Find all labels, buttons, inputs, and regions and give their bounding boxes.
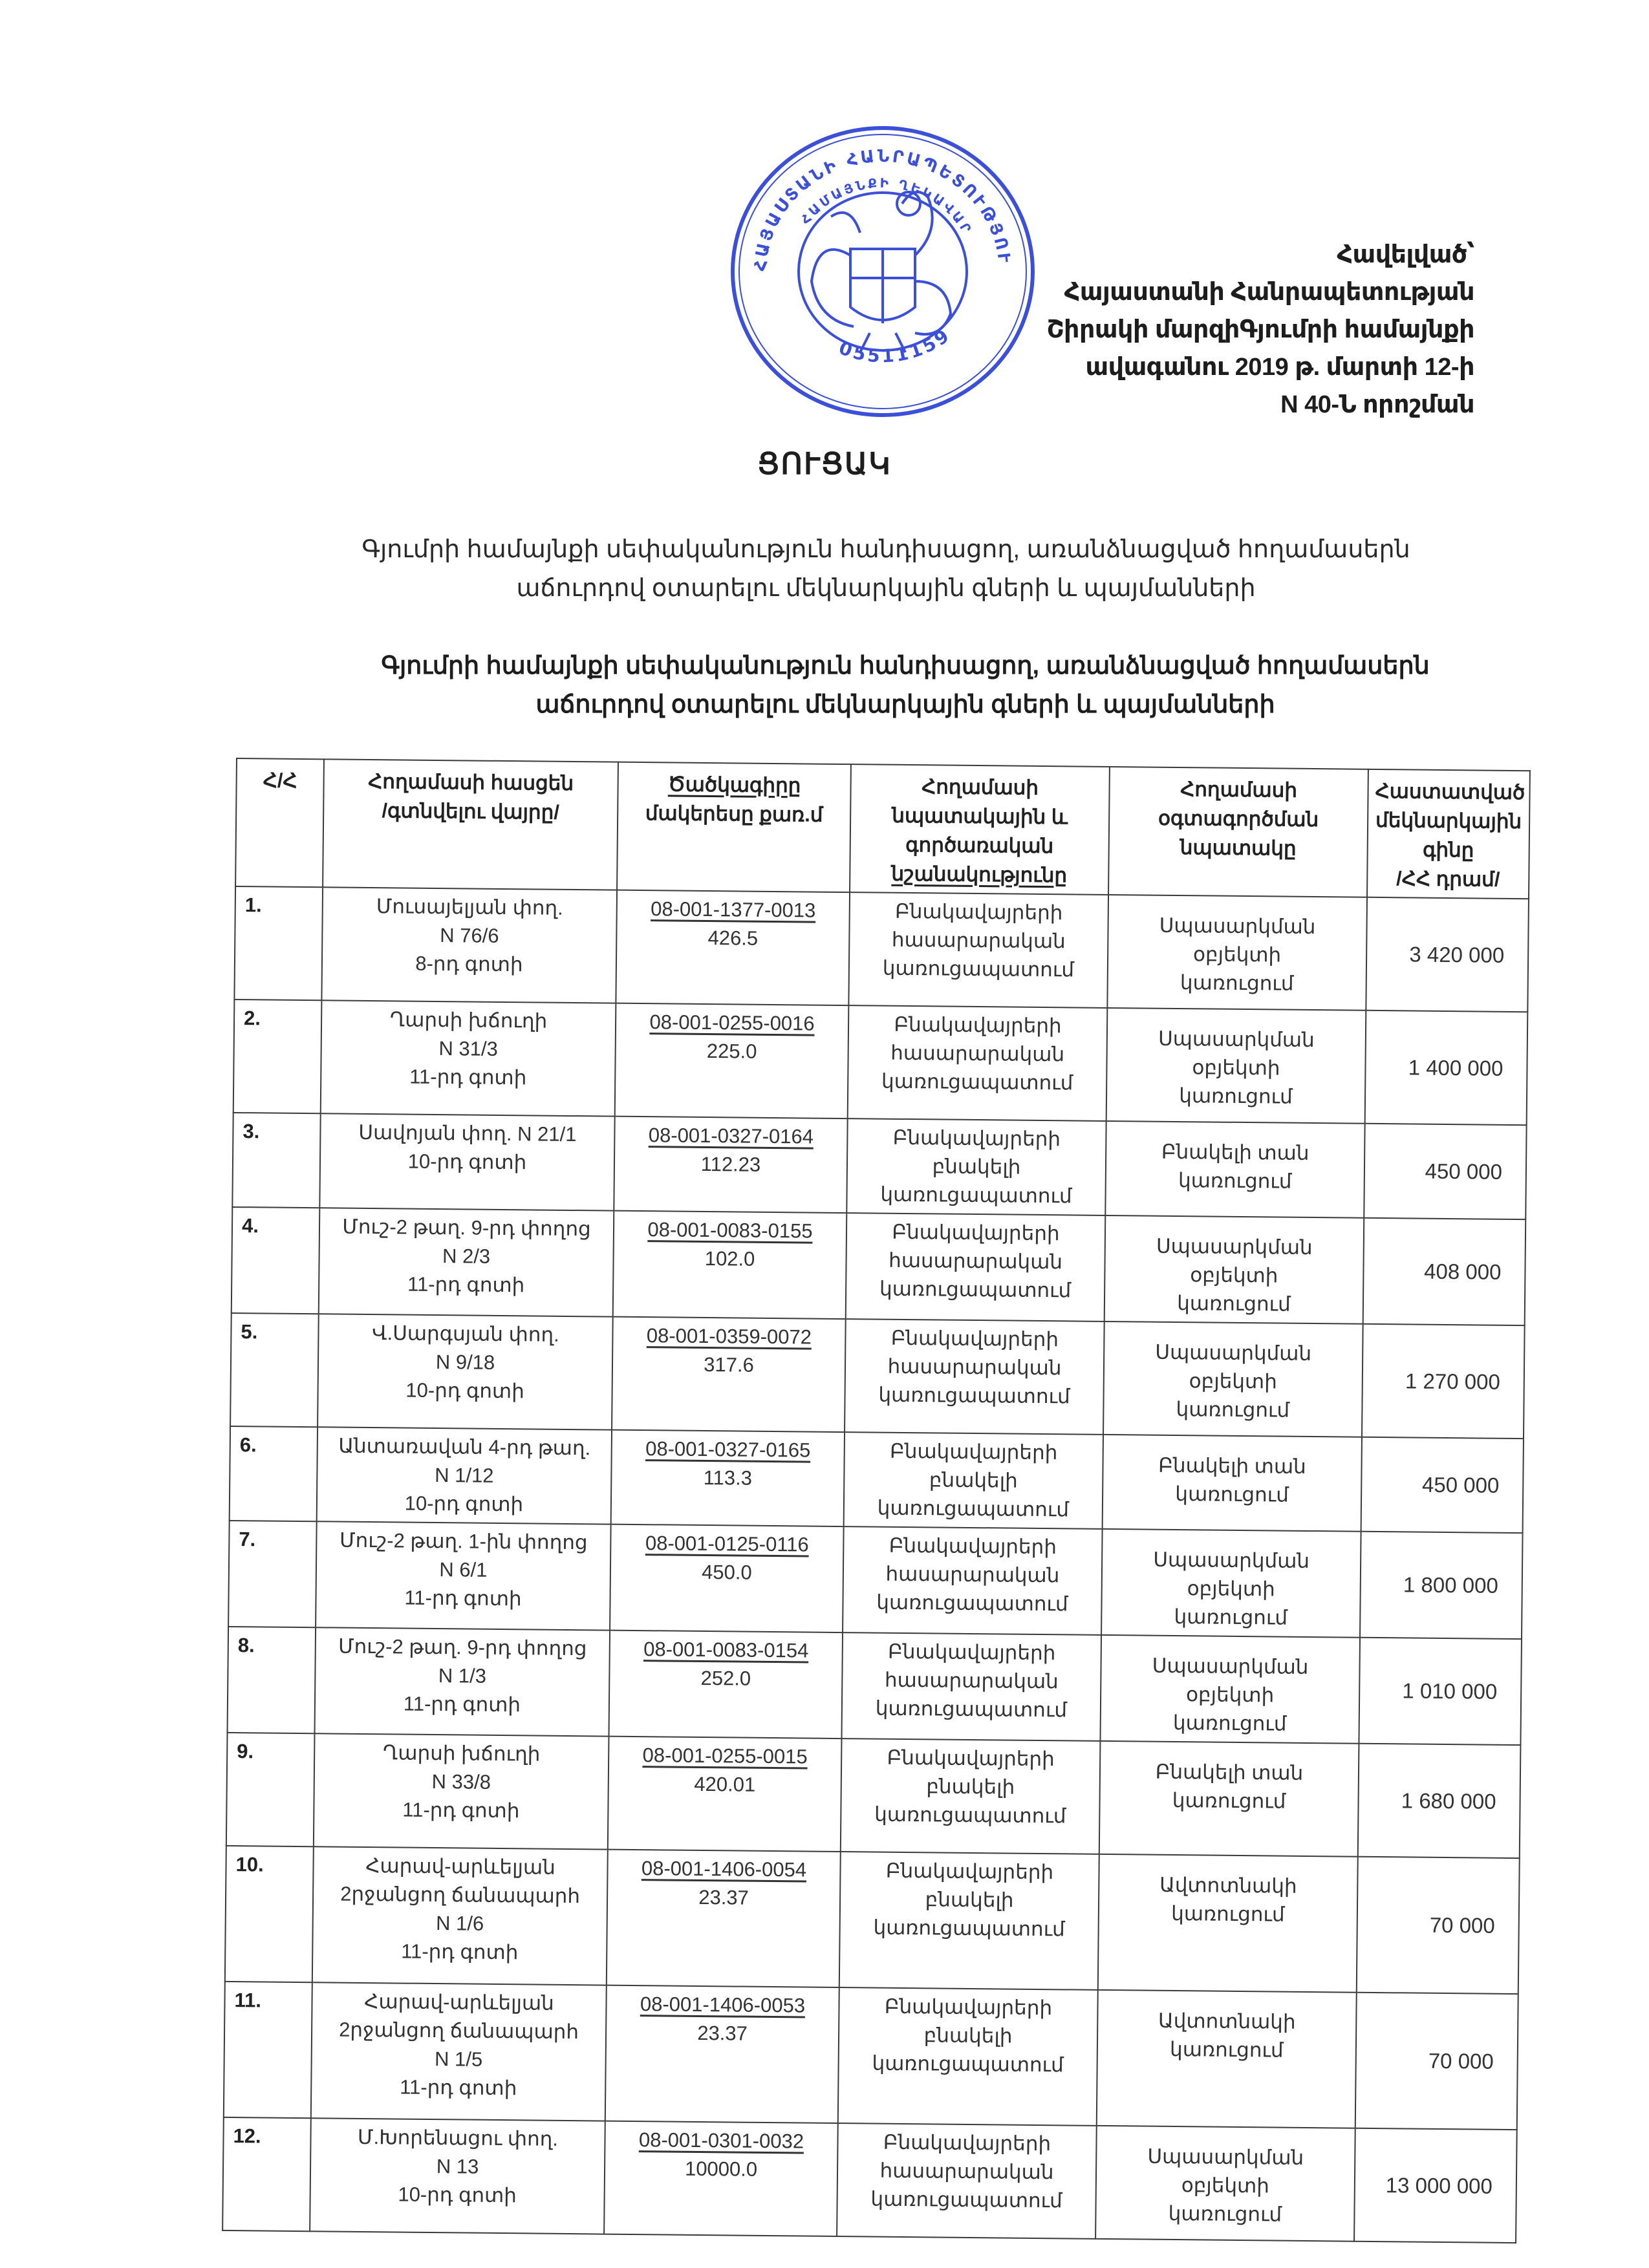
area-sqm: 252.0 <box>700 1666 751 1690</box>
purpose-line: Սպասարկման օբյեկտի <box>1153 1548 1310 1601</box>
header-start-price <box>1367 769 1530 899</box>
designation-line: բնակելի <box>932 1155 1021 1179</box>
code-area-cell <box>609 1631 843 1738</box>
table-row <box>230 1313 1525 1439</box>
designation-line: Բնակավայրերի <box>894 1012 1062 1038</box>
header-text: /գտնվելու վայրը/ <box>382 799 560 824</box>
designation-line: կառուցապատում <box>876 1590 1068 1616</box>
purpose-line: կառուցում <box>1175 1482 1289 1506</box>
usage-purpose-cell <box>1103 1321 1363 1437</box>
usage-purpose-cell <box>1098 1854 1358 1993</box>
row-number-cell: 3. <box>232 1113 320 1208</box>
table-row <box>232 1113 1526 1219</box>
area-sqm: 113.3 <box>703 1466 753 1490</box>
designation-line: Բնակավայրերի <box>885 1859 1054 1884</box>
address-line: N 2/3 <box>442 1245 491 1268</box>
designation-line: Բնակավայրերի <box>890 1326 1059 1351</box>
header-text: մակերեսը քառ.մ <box>645 802 823 826</box>
designation-line: կառուցապատում <box>880 1182 1072 1208</box>
address-line: N 9/18 <box>435 1351 495 1374</box>
row-number-cell: 1. <box>234 886 323 1000</box>
table-row <box>234 886 1529 1012</box>
address-line: 11-րդ գոտի <box>403 1692 521 1717</box>
code-area-cell <box>604 2121 838 2236</box>
area-sqm: 112.23 <box>700 1152 761 1176</box>
header-text: Հողամասի <box>1180 778 1298 802</box>
header-text: Հաստատված <box>1375 779 1525 804</box>
table-row <box>233 1000 1528 1125</box>
code-area-cell <box>615 1003 849 1118</box>
approval-line: ավագանու 2019 թ. մարտի 12-ի <box>1085 354 1474 381</box>
designation-line: հասարարական <box>879 2159 1054 2184</box>
start-price-cell: 70 000 <box>1357 1857 1520 1994</box>
designation-line: բնակելի <box>929 1468 1018 1492</box>
header-text: մեկնարկային <box>1375 808 1522 833</box>
start-price-cell: 70 000 <box>1355 1993 1518 2130</box>
purpose-line: կառուցում <box>1168 2201 1282 2226</box>
address-line: Հարավ-արևելյան <box>365 1854 555 1879</box>
row-number-cell: 8. <box>228 1627 316 1733</box>
seal-icon <box>721 120 1044 423</box>
designation-cell <box>846 1213 1106 1321</box>
designation-line: հասարարական <box>890 1041 1065 1066</box>
purpose-line: կառուցում <box>1177 1292 1291 1316</box>
purpose-line: կառուցում <box>1171 1901 1285 1926</box>
address-cell <box>312 1846 608 1985</box>
address-line: 11-րդ գոտի <box>400 2075 517 2100</box>
designation-line: Բնակավայրերի <box>887 1746 1055 1771</box>
cadastral-code: 08-001-0255-0015 <box>642 1744 808 1768</box>
row-number-cell: 2. <box>233 1000 322 1113</box>
address-line: 11-րդ գոտի <box>401 1940 519 1964</box>
cadastral-code: 08-001-0327-0165 <box>645 1437 811 1462</box>
code-area-cell <box>613 1211 847 1319</box>
start-price-cell: 450 000 <box>1364 1124 1526 1219</box>
purpose-line: Բնակելի տան <box>1161 1140 1310 1164</box>
designation-cell <box>841 1632 1101 1741</box>
address-line: Անտառավան 4-րդ թաղ. <box>338 1434 591 1460</box>
designation-cell <box>837 2123 1097 2239</box>
purpose-line: Սպասարկման օբյեկտի <box>1158 1027 1315 1080</box>
purpose-line: կառուցում <box>1178 1169 1292 1193</box>
designation-cell <box>838 1987 1098 2126</box>
document-title: ՑՈՒՑԱԿ <box>757 447 892 480</box>
approval-block <box>1047 236 1474 423</box>
purpose-line: կառուցում <box>1169 2037 1284 2062</box>
code-area-cell <box>614 1117 847 1213</box>
row-number-cell: 6. <box>230 1426 318 1521</box>
code-area-cell <box>607 1850 841 1987</box>
start-price-cell: 1 010 000 <box>1359 1638 1522 1745</box>
land-plots-table <box>222 758 1531 2243</box>
code-area-cell <box>605 1985 839 2123</box>
header-text: Ծածկագիրը <box>667 773 801 797</box>
address-line: N 1/3 <box>438 1664 487 1687</box>
table-row <box>225 1846 1520 1994</box>
header-text: օգտագործման <box>1158 806 1319 831</box>
approval-line: Շիրակի մարզիԳյումրի համայնքի <box>1046 316 1474 343</box>
start-price-cell: 1 270 000 <box>1362 1324 1525 1439</box>
table-header-row <box>235 758 1530 899</box>
address-cell <box>319 1208 614 1316</box>
subtitle-primary <box>278 530 1494 608</box>
approval-line: Հայաստանի Հանրապետության <box>1064 279 1474 306</box>
address-line: Հարավ-արևելյան <box>364 1989 554 2015</box>
designation-line: հասարարական <box>887 1354 1062 1380</box>
address-line: Սավոյան փող. N 21/1 <box>358 1120 577 1146</box>
subtitle-line: աճուրդով օտարելու մեկնարկային գների և պայմանների <box>516 575 1256 602</box>
table-row <box>222 2117 1517 2243</box>
row-number-cell: 9. <box>226 1733 315 1846</box>
cadastral-code: 08-001-0327-0164 <box>648 1124 814 1148</box>
header-text: գինը <box>1422 838 1474 862</box>
designation-line: հասարարական <box>885 1562 1060 1587</box>
usage-purpose-cell <box>1097 1990 1357 2128</box>
cadastral-code: 08-001-0083-0154 <box>643 1638 809 1662</box>
area-sqm: 23.37 <box>697 2021 748 2045</box>
usage-purpose-cell <box>1105 1121 1364 1218</box>
address-cell <box>318 1314 613 1429</box>
table-row <box>232 1207 1525 1325</box>
designation-line: հասարարական <box>888 1248 1063 1274</box>
header-address <box>323 759 618 890</box>
designation-line: հասարարական <box>884 1668 1059 1693</box>
seal-inner-text: ՀԱՄԱՅՆՔԻ ՂԵԿԱՎԱՐ <box>797 175 976 238</box>
start-price-cell: 450 000 <box>1361 1437 1524 1533</box>
subtitle-line: Գյումրի համայնքի սեփականություն հանդիսացող, առանձնացված հողամասերն <box>381 652 1430 679</box>
designation-cell <box>848 1005 1108 1121</box>
address-line: 11-րդ գոտի <box>407 1272 525 1297</box>
header-code-area <box>617 762 851 892</box>
address-line: Վ.Սարգսյան փող. <box>372 1321 559 1346</box>
code-area-cell <box>608 1737 842 1852</box>
designation-cell <box>844 1432 1103 1529</box>
address-line: N 1/5 <box>434 2048 483 2071</box>
usage-purpose-cell <box>1106 1008 1366 1124</box>
start-price-cell: 1 680 000 <box>1358 1744 1521 1858</box>
address-line: N 1/12 <box>435 1464 494 1487</box>
address-line: 10-րդ գոտի <box>398 2183 517 2207</box>
purpose-line: Սպասարկման օբյեկտի <box>1152 1654 1309 1707</box>
address-line: 10-րդ գոտի <box>405 1378 525 1403</box>
start-price-cell: 1 400 000 <box>1365 1011 1528 1125</box>
code-area-cell <box>611 1430 845 1526</box>
area-sqm: 317.6 <box>704 1353 754 1376</box>
start-price-cell: 1 800 000 <box>1360 1532 1523 1639</box>
usage-purpose-cell <box>1107 895 1367 1011</box>
address-cell <box>310 2118 605 2234</box>
designation-line: Բնակավայրերի <box>894 899 1063 925</box>
designation-line: կառուցապատում <box>873 1916 1065 1941</box>
designation-line: կառուցապատում <box>881 1069 1073 1095</box>
subtitle-line: Գյումրի համայնքի սեփականություն հանդիսացող, առանձնացված հողամասերն <box>361 536 1410 563</box>
row-number-cell: 5. <box>230 1313 319 1427</box>
address-cell <box>315 1627 610 1736</box>
designation-cell <box>846 1118 1106 1215</box>
cadastral-code: 08-001-0301-0032 <box>638 2128 804 2153</box>
usage-purpose-cell <box>1095 2126 1355 2241</box>
purpose-line: Ավտոտնակի <box>1158 2009 1296 2033</box>
seal-number: 05511159 <box>835 323 955 367</box>
row-number-cell: 11. <box>224 1982 312 2118</box>
row-number-cell: 7. <box>228 1521 317 1627</box>
designation-cell <box>843 1526 1103 1635</box>
address-line: 11-րդ գոտի <box>409 1065 527 1089</box>
area-sqm: 102.0 <box>704 1246 755 1270</box>
subtitle-secondary <box>297 647 1513 724</box>
table-row <box>224 1982 1518 2130</box>
purpose-line: Սպասարկման օբյեկտի <box>1147 2145 1304 2198</box>
header-usage-purpose <box>1108 767 1368 897</box>
address-cell <box>317 1427 612 1524</box>
area-sqm: 426.5 <box>707 926 759 950</box>
designation-line: Բնակավայրերի <box>884 1995 1053 2020</box>
usage-purpose-cell <box>1105 1215 1364 1324</box>
cadastral-code: 08-001-1406-0054 <box>641 1857 807 1881</box>
purpose-line: Սպասարկման օբյեկտի <box>1155 1340 1312 1393</box>
approval-line: Հավելված՝ <box>1337 241 1474 268</box>
area-sqm: 420.01 <box>694 1772 756 1796</box>
designation-cell <box>848 892 1108 1008</box>
address-cell <box>321 1000 616 1116</box>
address-line: 10-րդ գոտի <box>407 1150 527 1174</box>
address-line: N 31/3 <box>438 1037 499 1060</box>
designation-line: Բնակավայրերի <box>889 1439 1058 1464</box>
cadastral-code: 08-001-0125-0116 <box>645 1532 809 1556</box>
address-line: Մուշ-2 թաղ. 9-րդ փողոց <box>342 1215 591 1241</box>
row-number-cell: 12. <box>222 2117 311 2231</box>
designation-line: հասարարական <box>891 928 1066 953</box>
designation-line: կառուցապատում <box>882 956 1075 981</box>
purpose-line: Սպասարկման օբյեկտի <box>1159 914 1316 967</box>
designation-line: կառուցապատում <box>877 1496 1070 1521</box>
header-text: /ՀՀ դրամ/ <box>1396 867 1500 891</box>
designation-line: բնակելի <box>923 2024 1013 2048</box>
header-text: Հողամասի հասցեն <box>368 769 574 795</box>
address-line: 2րջանցող ճանապարհ <box>339 2018 579 2044</box>
approval-line: N 40-Ն որոշման <box>1280 391 1474 418</box>
cadastral-code: 08-001-1377-0013 <box>651 897 816 922</box>
table-row <box>228 1521 1522 1639</box>
coat-of-arms-icon <box>812 192 951 352</box>
row-number-cell: 10. <box>225 1846 314 1982</box>
area-sqm: 450.0 <box>701 1560 752 1584</box>
header-text: նշանակությունը <box>891 862 1068 887</box>
header-text: նպատակը <box>1180 836 1297 860</box>
designation-line: Բնակավայրերի <box>889 1534 1057 1559</box>
designation-line: կառուցապատում <box>872 2051 1064 2077</box>
designation-line: Բնակավայրերի <box>887 1640 1056 1665</box>
designation-line: Բնակավայրերի <box>883 2130 1051 2156</box>
designation-line: կառուցապատում <box>875 1696 1068 1722</box>
code-area-cell <box>610 1524 844 1632</box>
cadastral-code: 08-001-0083-0155 <box>647 1218 813 1243</box>
purpose-line: կառուցում <box>1179 1084 1293 1108</box>
code-area-cell <box>616 890 850 1005</box>
address-line: 8-րդ գոտի <box>415 952 523 976</box>
designation-line: կառուցապատում <box>870 2187 1062 2212</box>
designation-line: կառուցապատում <box>879 1277 1072 1302</box>
purpose-line: Բնակելի տան <box>1158 1453 1306 1478</box>
area-sqm: 10000.0 <box>684 2157 758 2181</box>
header-text: գործառական <box>905 833 1054 858</box>
start-price-cell: 13 000 000 <box>1354 2128 1517 2243</box>
address-cell <box>319 1113 614 1210</box>
table-row <box>226 1733 1521 1858</box>
designation-line: Բնակավայրերի <box>892 1126 1061 1151</box>
official-seal-stamp <box>721 120 1044 423</box>
address-line: Մուշ-2 թաղ. 9-րդ փողոց <box>338 1634 587 1660</box>
table-body <box>222 886 1529 2243</box>
table-row <box>228 1627 1522 1745</box>
usage-purpose-cell <box>1101 1529 1361 1638</box>
address-line: N 33/8 <box>431 1770 491 1793</box>
address-line: Ղարսի խճուղի <box>389 1008 548 1032</box>
purpose-line: կառուցում <box>1174 1605 1288 1629</box>
purpose-line: կառուցում <box>1180 971 1294 995</box>
area-sqm: 225.0 <box>706 1040 757 1063</box>
cadastral-code: 08-001-0359-0072 <box>646 1324 812 1349</box>
address-line: Մուշ-2 թաղ. 1-ին փողոց <box>339 1528 588 1554</box>
start-price-cell: 408 000 <box>1363 1218 1526 1325</box>
header-text: նպատակային և <box>892 804 1068 829</box>
purpose-line: Սպասարկման օբյեկտի <box>1156 1234 1313 1287</box>
designation-line: Բնակավայրերի <box>892 1220 1060 1245</box>
address-cell <box>314 1733 609 1849</box>
address-cell <box>321 887 617 1003</box>
address-line: N 13 <box>436 2155 479 2178</box>
designation-line: կառուցապատում <box>878 1383 1070 1408</box>
header-designation <box>850 764 1110 895</box>
address-line: 11-րդ գոտի <box>404 1586 522 1610</box>
start-price-cell: 3 420 000 <box>1366 897 1529 1012</box>
purpose-line: կառուցում <box>1172 1788 1286 1813</box>
usage-purpose-cell <box>1099 1741 1359 1857</box>
header-text: Հողամասի <box>921 775 1039 799</box>
designation-cell <box>845 1319 1105 1435</box>
address-line: N 76/6 <box>440 924 499 947</box>
address-cell <box>316 1521 611 1630</box>
usage-purpose-cell <box>1103 1435 1362 1532</box>
address-line: 10-րդ գոտի <box>404 1492 524 1516</box>
address-line: Մ.Խորենացու փող. <box>357 2125 559 2150</box>
cadastral-code: 08-001-1406-0053 <box>640 1993 806 2017</box>
table-row <box>230 1426 1524 1533</box>
purpose-line: կառուցում <box>1172 1711 1287 1735</box>
address-line: N 6/1 <box>439 1558 488 1581</box>
row-number-cell: 4. <box>232 1207 320 1314</box>
header-text: Հ/Հ <box>263 769 297 792</box>
address-line: N 1/6 <box>435 1912 484 1935</box>
cadastral-code: 08-001-0255-0016 <box>649 1011 815 1035</box>
purpose-line: Ավտոտնակի <box>1159 1873 1297 1898</box>
designation-line: կառուցապատում <box>874 1803 1066 1828</box>
address-cell <box>311 1982 607 2121</box>
address-line: Ղարսի խճուղի <box>382 1741 541 1766</box>
address-line: 2րջանցող ճանապարհ <box>340 1882 581 1908</box>
designation-line: բնակելի <box>926 1775 1015 1799</box>
subtitle-line: աճուրդով օտարելու մեկնարկային գների և պայմանների <box>535 691 1275 718</box>
designation-line: բնակելի <box>925 1888 1014 1912</box>
designation-cell <box>841 1738 1101 1854</box>
usage-purpose-cell <box>1100 1635 1360 1744</box>
seal-outer-text: ՀԱՅԱՍՏԱՆԻ ՀԱՆՐԱՊԵՏՈՒԹՅՈՒ <box>751 146 1014 272</box>
area-sqm: 23.37 <box>698 1885 749 1909</box>
designation-cell <box>839 1852 1099 1990</box>
purpose-line: կառուցում <box>1176 1398 1290 1422</box>
purpose-line: Բնակելի տան <box>1155 1760 1304 1784</box>
address-line: Մուսայելյան փող. <box>376 895 563 919</box>
header-number <box>235 758 324 887</box>
address-line: 11-րդ գոտի <box>402 1798 520 1823</box>
code-area-cell <box>612 1317 846 1432</box>
